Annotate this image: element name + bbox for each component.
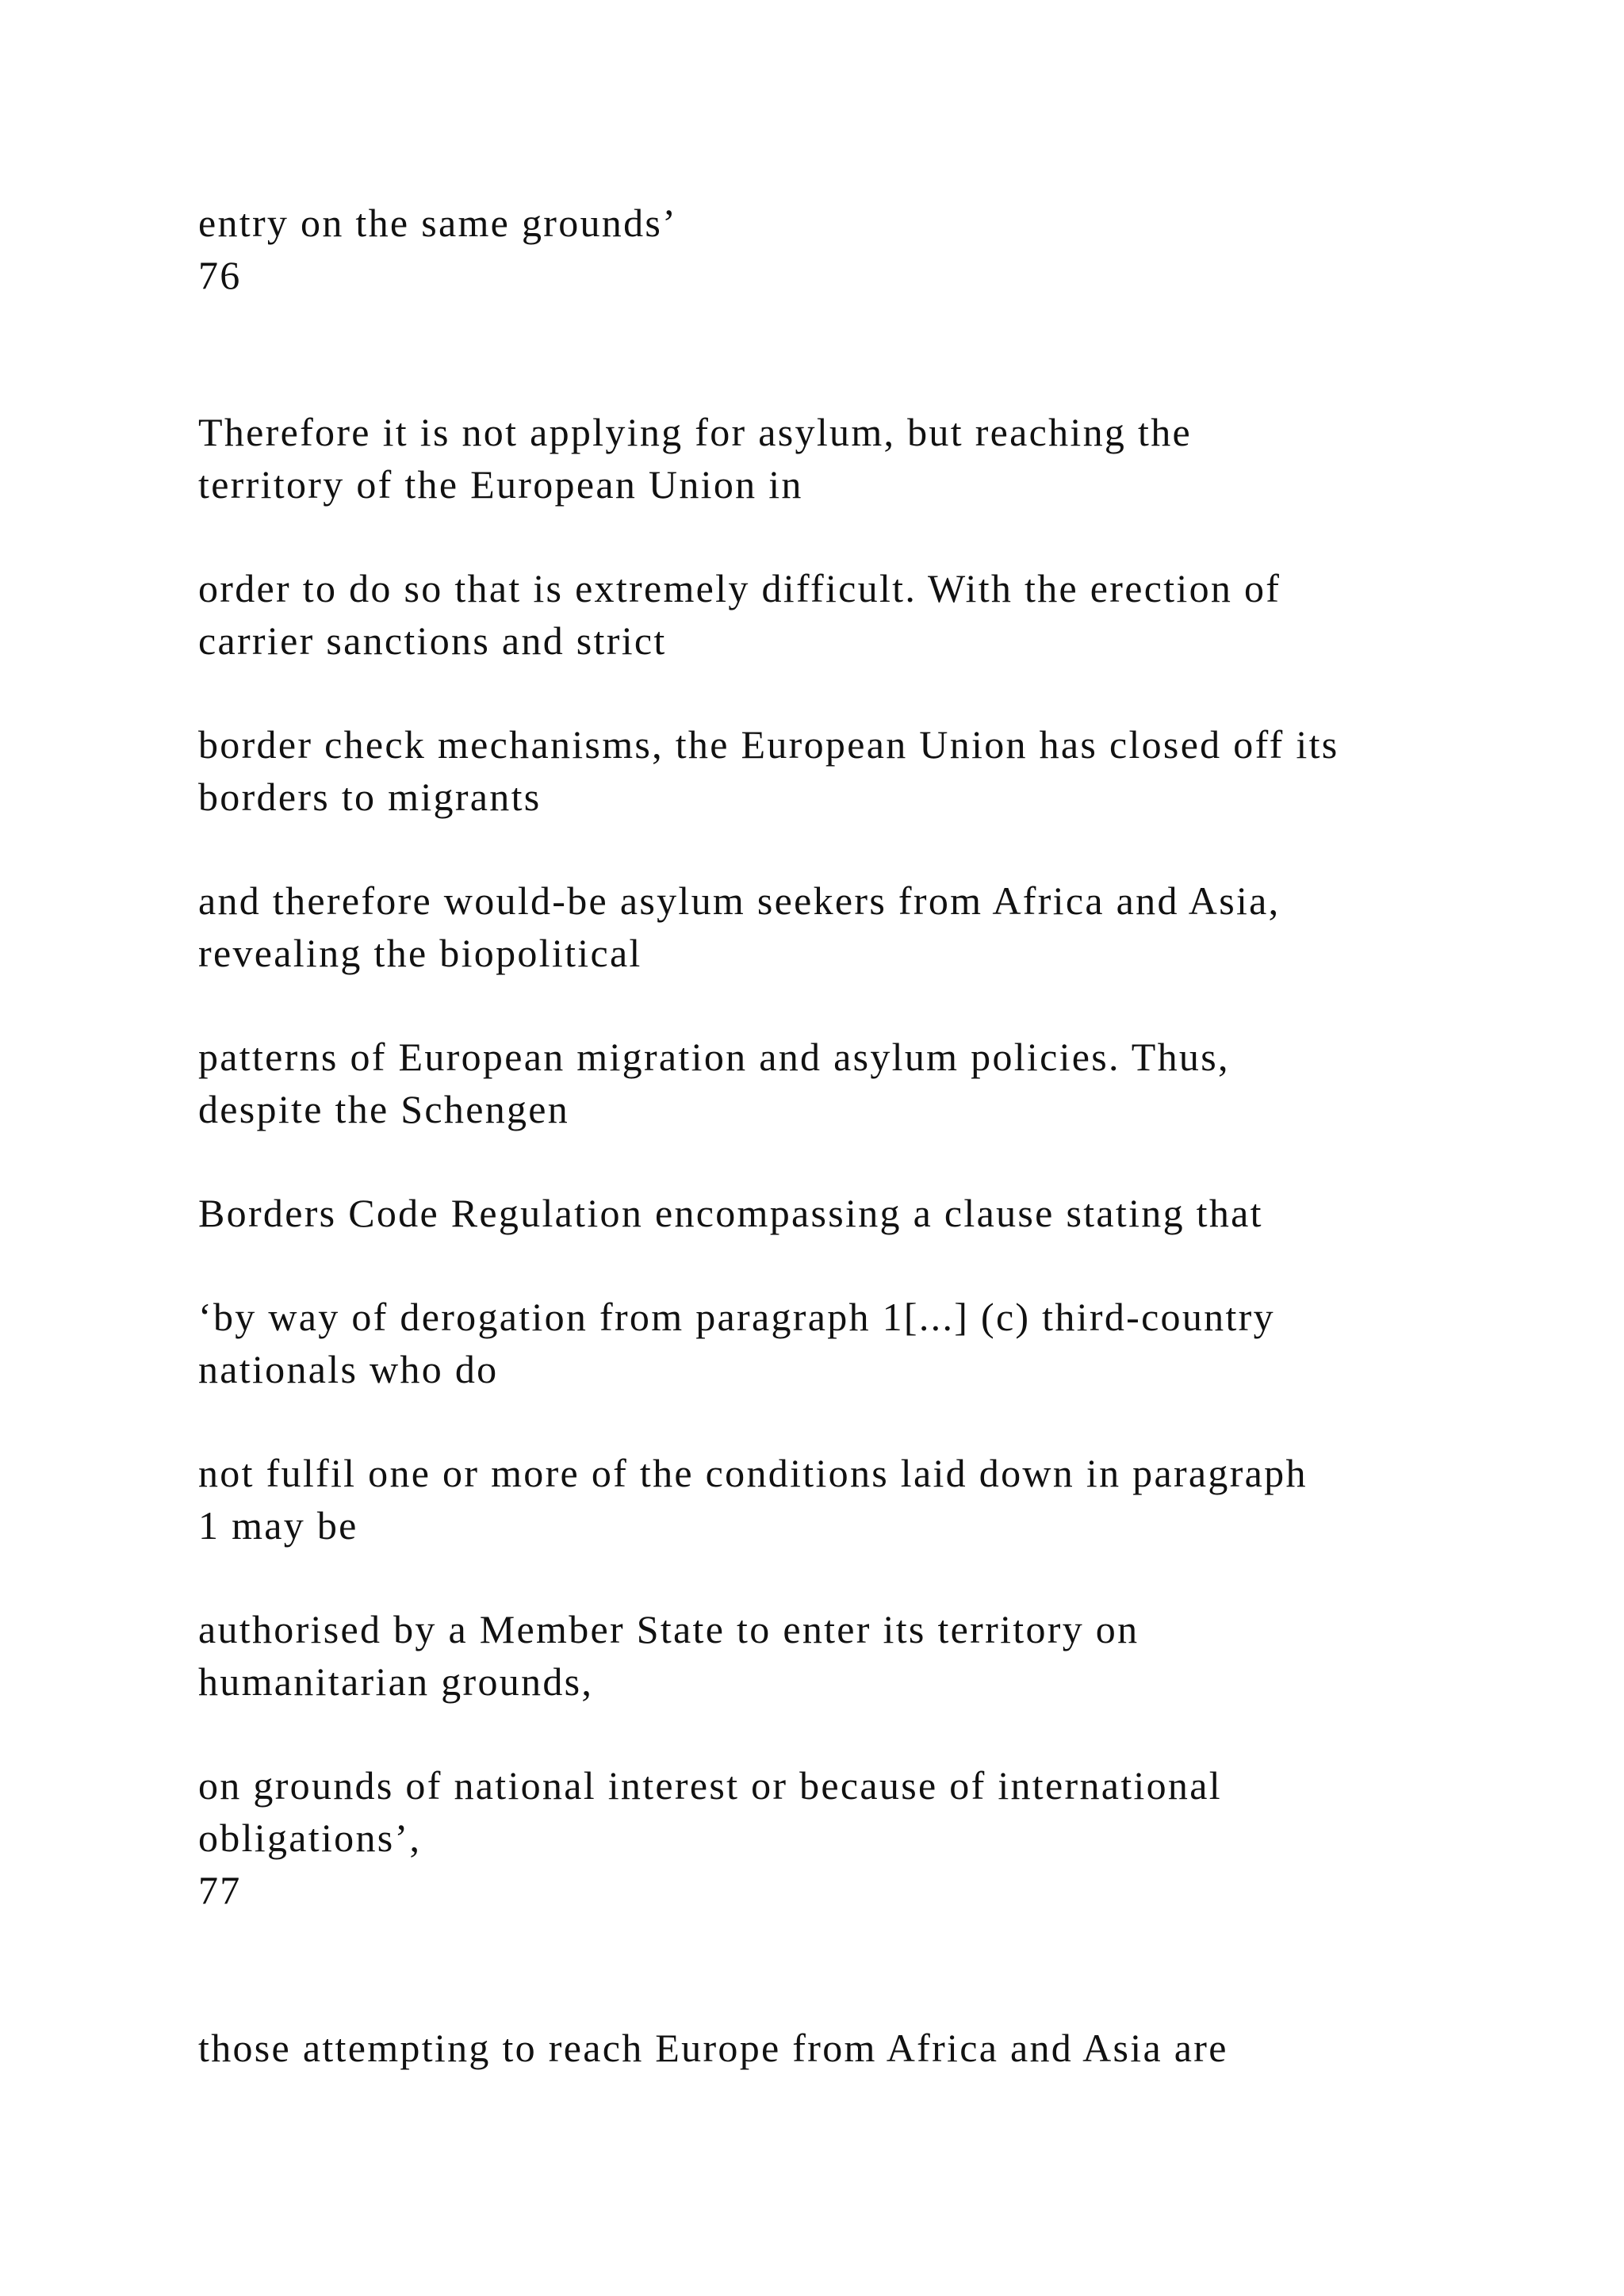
text-line: obligations’, xyxy=(198,1816,422,1860)
text-line: carrier sanctions and strict xyxy=(198,618,667,663)
text-line: order to do so that is extremely difficult. With the erection of xyxy=(198,566,1281,610)
text-line: despite the Schengen xyxy=(198,1087,570,1131)
text-line: humanitarian grounds, xyxy=(198,1659,594,1704)
footnote-marker: 77 xyxy=(198,1868,242,1912)
text-line: Therefore it is not applying for asylum, but reaching the xyxy=(198,410,1192,454)
text-line: not fulfil one or more of the conditions laid down in paragraph xyxy=(198,1451,1308,1495)
text-line: on grounds of national interest or because of international xyxy=(198,1763,1222,1808)
text-line: 1 may be xyxy=(198,1503,358,1548)
text-line: revealing the biopolitical xyxy=(198,931,642,975)
text-line: authorised by a Member State to enter its territory on xyxy=(198,1607,1139,1651)
text-line: ‘by way of derogation from paragraph 1[...] (c) third-country xyxy=(198,1295,1275,1339)
text-line: and therefore would-be asylum seekers from Africa and Asia, xyxy=(198,878,1281,923)
text-line: territory of the European Union in xyxy=(198,462,803,507)
text-line: Borders Code Regulation encompassing a clause stating that xyxy=(198,1191,1263,1235)
footnote-marker: 76 xyxy=(198,253,242,297)
text-line: patterns of European migration and asylum policies. Thus, xyxy=(198,1035,1230,1079)
text-line: border check mechanisms, the European Union has closed off its xyxy=(198,722,1339,767)
text-line: those attempting to reach Europe from Africa and Asia are xyxy=(198,2026,1228,2070)
text-line: nationals who do xyxy=(198,1347,499,1391)
text-line: entry on the same grounds’ xyxy=(198,201,678,245)
text-line: borders to migrants xyxy=(198,775,542,819)
